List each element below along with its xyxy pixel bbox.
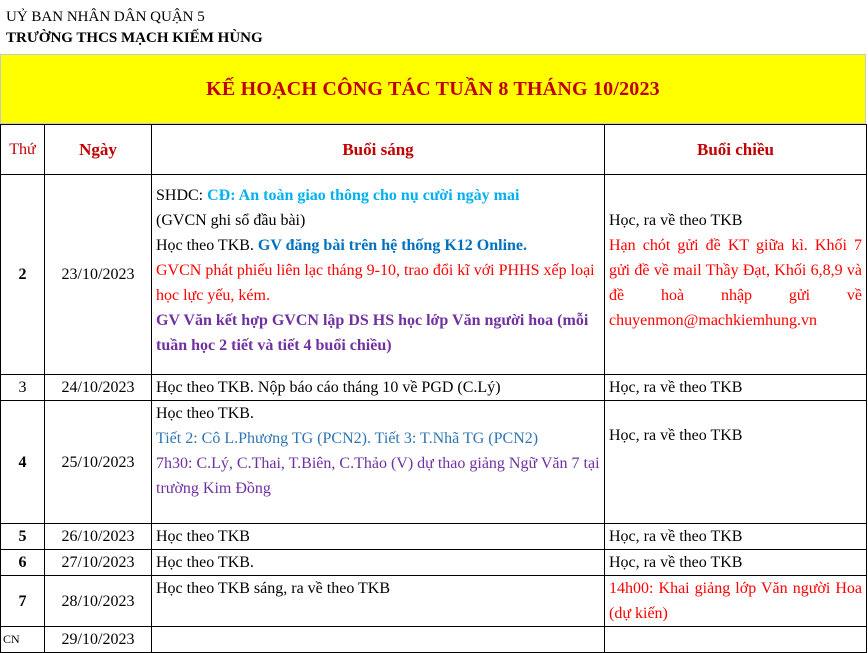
date-cell: 27/10/2023 bbox=[45, 550, 152, 576]
date-cell: 23/10/2023 bbox=[45, 175, 152, 375]
day-cell: 7 bbox=[1, 576, 45, 627]
morning-topic: CĐ: An toàn giao thông cho nụ cười ngày mai bbox=[207, 187, 520, 204]
date-cell: 25/10/2023 bbox=[45, 401, 152, 524]
afternoon-cell: Học, ra về theo TKB bbox=[605, 375, 867, 401]
afternoon-cell: 14h00: Khai giảng lớp Văn người Hoa (dự kiến) bbox=[605, 576, 867, 627]
morning-cell bbox=[152, 401, 605, 524]
morning-item bbox=[156, 233, 600, 258]
column-header-thu: Thứ bbox=[1, 125, 45, 175]
school-name: TRƯỜNG THCS MẠCH KIẾM HÙNG bbox=[6, 30, 263, 46]
afternoon-cell: Học, ra về theo TKB bbox=[605, 401, 867, 524]
table-row bbox=[1, 524, 867, 550]
day-cell: 2 bbox=[1, 175, 45, 375]
morning-cell bbox=[152, 627, 605, 653]
title-banner bbox=[0, 54, 866, 124]
schedule-table bbox=[0, 124, 867, 653]
table-row bbox=[1, 576, 867, 627]
morning-item: Học theo TKB. bbox=[156, 405, 254, 422]
table-header-row bbox=[1, 125, 867, 175]
day-cell: 5 bbox=[1, 524, 45, 550]
issuer-line: UỶ BAN NHÂN DÂN QUẬN 5 bbox=[6, 9, 205, 25]
morning-item: 7h30: C.Lý, C.Thai, T.Biên, C.Thảo (V) dự thao giảng Ngữ Văn 7 tại trường Kim Đồng bbox=[156, 455, 600, 497]
table-row bbox=[1, 401, 867, 524]
date-cell: 28/10/2023 bbox=[45, 576, 152, 627]
morning-cell: Học theo TKB. bbox=[152, 550, 605, 576]
day-cell: 4 bbox=[1, 401, 45, 524]
morning-item: GV Văn kết hợp GVCN lập DS HS học lớp Văn người hoa (mỗi tuần học 2 tiết và tiết 4 buổi chiều) bbox=[156, 312, 589, 354]
morning-cell: Học theo TKB sáng, ra về theo TKB bbox=[152, 576, 605, 627]
table-row bbox=[1, 627, 867, 653]
afternoon-cell: Học, ra về theo TKB bbox=[605, 550, 867, 576]
morning-cell: Học theo TKB. Nộp báo cáo tháng 10 về PGD (C.Lý) bbox=[152, 375, 605, 401]
day-cell: CN bbox=[1, 627, 45, 653]
morning-item: GVCN phát phiếu liên lạc tháng 9-10, trao đổi kĩ với PHHS xếp loại học lực yếu, kém. bbox=[156, 262, 595, 304]
column-header-sang: Buổi sáng bbox=[152, 125, 605, 175]
morning-text: SHDC: bbox=[156, 187, 208, 204]
afternoon-item: Hạn chót gửi đề KT giữa kì. Khối 7 gửi đề về mail Thầy Đạt, Khối 6,8,9 và đề hoà nhập gửi về chuyenmon@machkiemhung.vn bbox=[609, 237, 862, 329]
date-cell: 24/10/2023 bbox=[45, 375, 152, 401]
table-row bbox=[1, 550, 867, 576]
morning-text: Học theo TKB. bbox=[156, 237, 258, 254]
day-cell: 6 bbox=[1, 550, 45, 576]
day-cell: 3 bbox=[1, 375, 45, 401]
morning-cell: Học theo TKB bbox=[152, 524, 605, 550]
morning-k12-note: GV đăng bài trên hệ thống K12 Online. bbox=[257, 237, 528, 254]
table-row bbox=[1, 175, 867, 375]
date-cell: 26/10/2023 bbox=[45, 524, 152, 550]
column-header-chieu: Buổi chiều bbox=[605, 125, 867, 175]
morning-item: (GVCN ghi sổ đầu bài) bbox=[156, 212, 306, 229]
column-header-ngay: Ngày bbox=[45, 125, 152, 175]
table-row bbox=[1, 375, 867, 401]
morning-item bbox=[156, 183, 600, 208]
afternoon-cell: Học, ra về theo TKB bbox=[605, 524, 867, 550]
page-title: KẾ HOẠCH CÔNG TÁC TUẦN 8 THÁNG 10/2023 bbox=[206, 77, 660, 100]
afternoon-cell bbox=[605, 175, 867, 375]
morning-cell bbox=[152, 175, 605, 375]
date-cell: 29/10/2023 bbox=[45, 627, 152, 653]
afternoon-item: Học, ra về theo TKB bbox=[609, 212, 743, 229]
afternoon-cell bbox=[605, 627, 867, 653]
morning-item: Tiết 2: Cô L.Phương TG (PCN2). Tiết 3: T.Nhã TG (PCN2) bbox=[156, 430, 539, 447]
